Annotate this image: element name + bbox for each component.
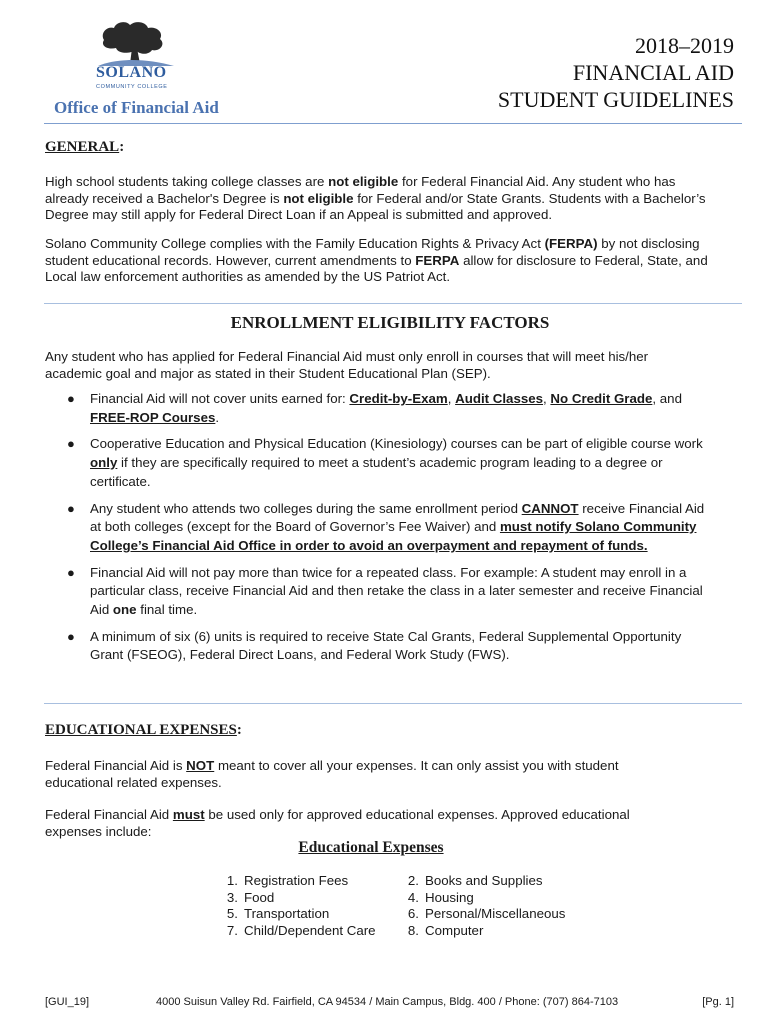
list-item: 5. Transportation: [226, 906, 330, 921]
list-item: 1. Registration Fees: [226, 873, 349, 888]
header-divider: [44, 123, 742, 124]
bullet-icon: ●: [67, 436, 75, 452]
general-paragraph-1: High school students taking college classes are not eligible for Federal Financial Aid. Any student who has already received a Bachelor's Degree is not eligible for Federal and/or State Grants. Students with a Bachelor’s Degree may still apply for Federal Direct Loan if an Appeal is submitted and approved.: [45, 174, 706, 223]
title-line-2: FINANCIAL AID: [572, 60, 734, 85]
list-item: 2. Books and Supplies: [407, 873, 543, 888]
list-item: ● A minimum of six (6) units is required to receive State Cal Grants, Federal Supplemental Opportunity Grant (FSEOG), Federal Direct Loans, and Federal Work Study (FWS).: [67, 628, 682, 663]
educational-paragraph-2: Federal Financial Aid must be used only for approved educational expenses. Approved educational expenses include:: [45, 807, 630, 839]
bullet-icon: ●: [67, 391, 75, 406]
educational-expenses-heading: EDUCATIONAL EXPENSES:: [45, 722, 242, 738]
list-item: ● Any student who attends two colleges during the same enrollment period CANNOT receive Financial Aid at both colleges (except for the Board of Governor’s Fee Waiver) and must notify Solano Community College’s Financial Aid Office in order to avoid an overpayment and repayment of funds.: [67, 500, 705, 553]
logo-subtitle: COMMUNITY COLLEGE: [96, 84, 168, 90]
document-title: [498, 32, 734, 113]
list-item: 8. Computer: [407, 922, 484, 938]
expenses-list-right: [397, 873, 565, 939]
list-item: ● Cooperative Education and Physical Education (Kinesiology) courses can be part of eligible course work only if they are specifically required to meet a student’s academic program leading to a degree or certificate.: [67, 436, 703, 489]
section-divider: [44, 703, 742, 704]
section-divider: [44, 303, 742, 304]
list-item: ● Financial Aid will not pay more than twice for a repeated class. For example: A student may enroll in a particular class, receive Financial Aid and then retake the class in a later semester and receive Financial Aid one final time.: [67, 564, 703, 618]
footer-address: 4000 Suisun Valley Rd. Fairfield, CA 94534 / Main Campus, Bldg. 400 / Phone: (707) 864-7103: [156, 996, 619, 1008]
expenses-list-title: Educational Expenses: [298, 839, 444, 856]
general-heading: GENERAL:: [45, 139, 125, 155]
expenses-list-left: [216, 873, 376, 939]
list-item: 4. Housing: [407, 889, 474, 905]
footer-doc-code: [GUI_19]: [45, 996, 90, 1008]
bullet-icon: ●: [67, 628, 75, 644]
list-item: 3. Food: [226, 889, 275, 905]
list-item: 7. Child/Dependent Care: [226, 922, 376, 938]
office-name: Office of Financial Aid: [54, 98, 219, 117]
bullet-icon: ●: [67, 564, 75, 580]
title-line-3: STUDENT GUIDELINES: [497, 87, 734, 112]
bullet-icon: ●: [67, 500, 75, 516]
enrollment-intro: Any student who has applied for Federal Financial Aid must only enroll in courses that will meet his/her academic goal and major as stated in their Student Educational Plan (SEP).: [45, 349, 649, 381]
footer-page-number: [Pg. 1]: [702, 996, 734, 1008]
logo-wordmark: SOLANO: [96, 64, 167, 81]
list-item: ● Financial Aid will not cover units earned for: Credit-by-Exam, Audit Classes, No Credit Grade, and FREE-ROP Courses.: [67, 391, 682, 425]
educational-paragraph-1: Federal Financial Aid is NOT meant to cover all your expenses. It can only assist you with student educational related expenses.: [45, 758, 619, 790]
enrollment-factor-list: [64, 390, 714, 665]
general-paragraph-2: Solano Community College complies with the Family Education Rights & Privacy Act (FERPA) by not disclosing student educational records. However, current amendments to FERPA allow for disclosure to Federal, State, and Local law enforcement authorities as amended by the US Patriot Act.: [45, 236, 708, 285]
enrollment-heading: ENROLLMENT ELIGIBILITY FACTORS: [230, 313, 550, 332]
college-logo-tree-icon: [96, 18, 176, 68]
title-year: 2018–2019: [635, 33, 734, 58]
list-item: 6. Personal/Miscellaneous: [407, 906, 566, 921]
